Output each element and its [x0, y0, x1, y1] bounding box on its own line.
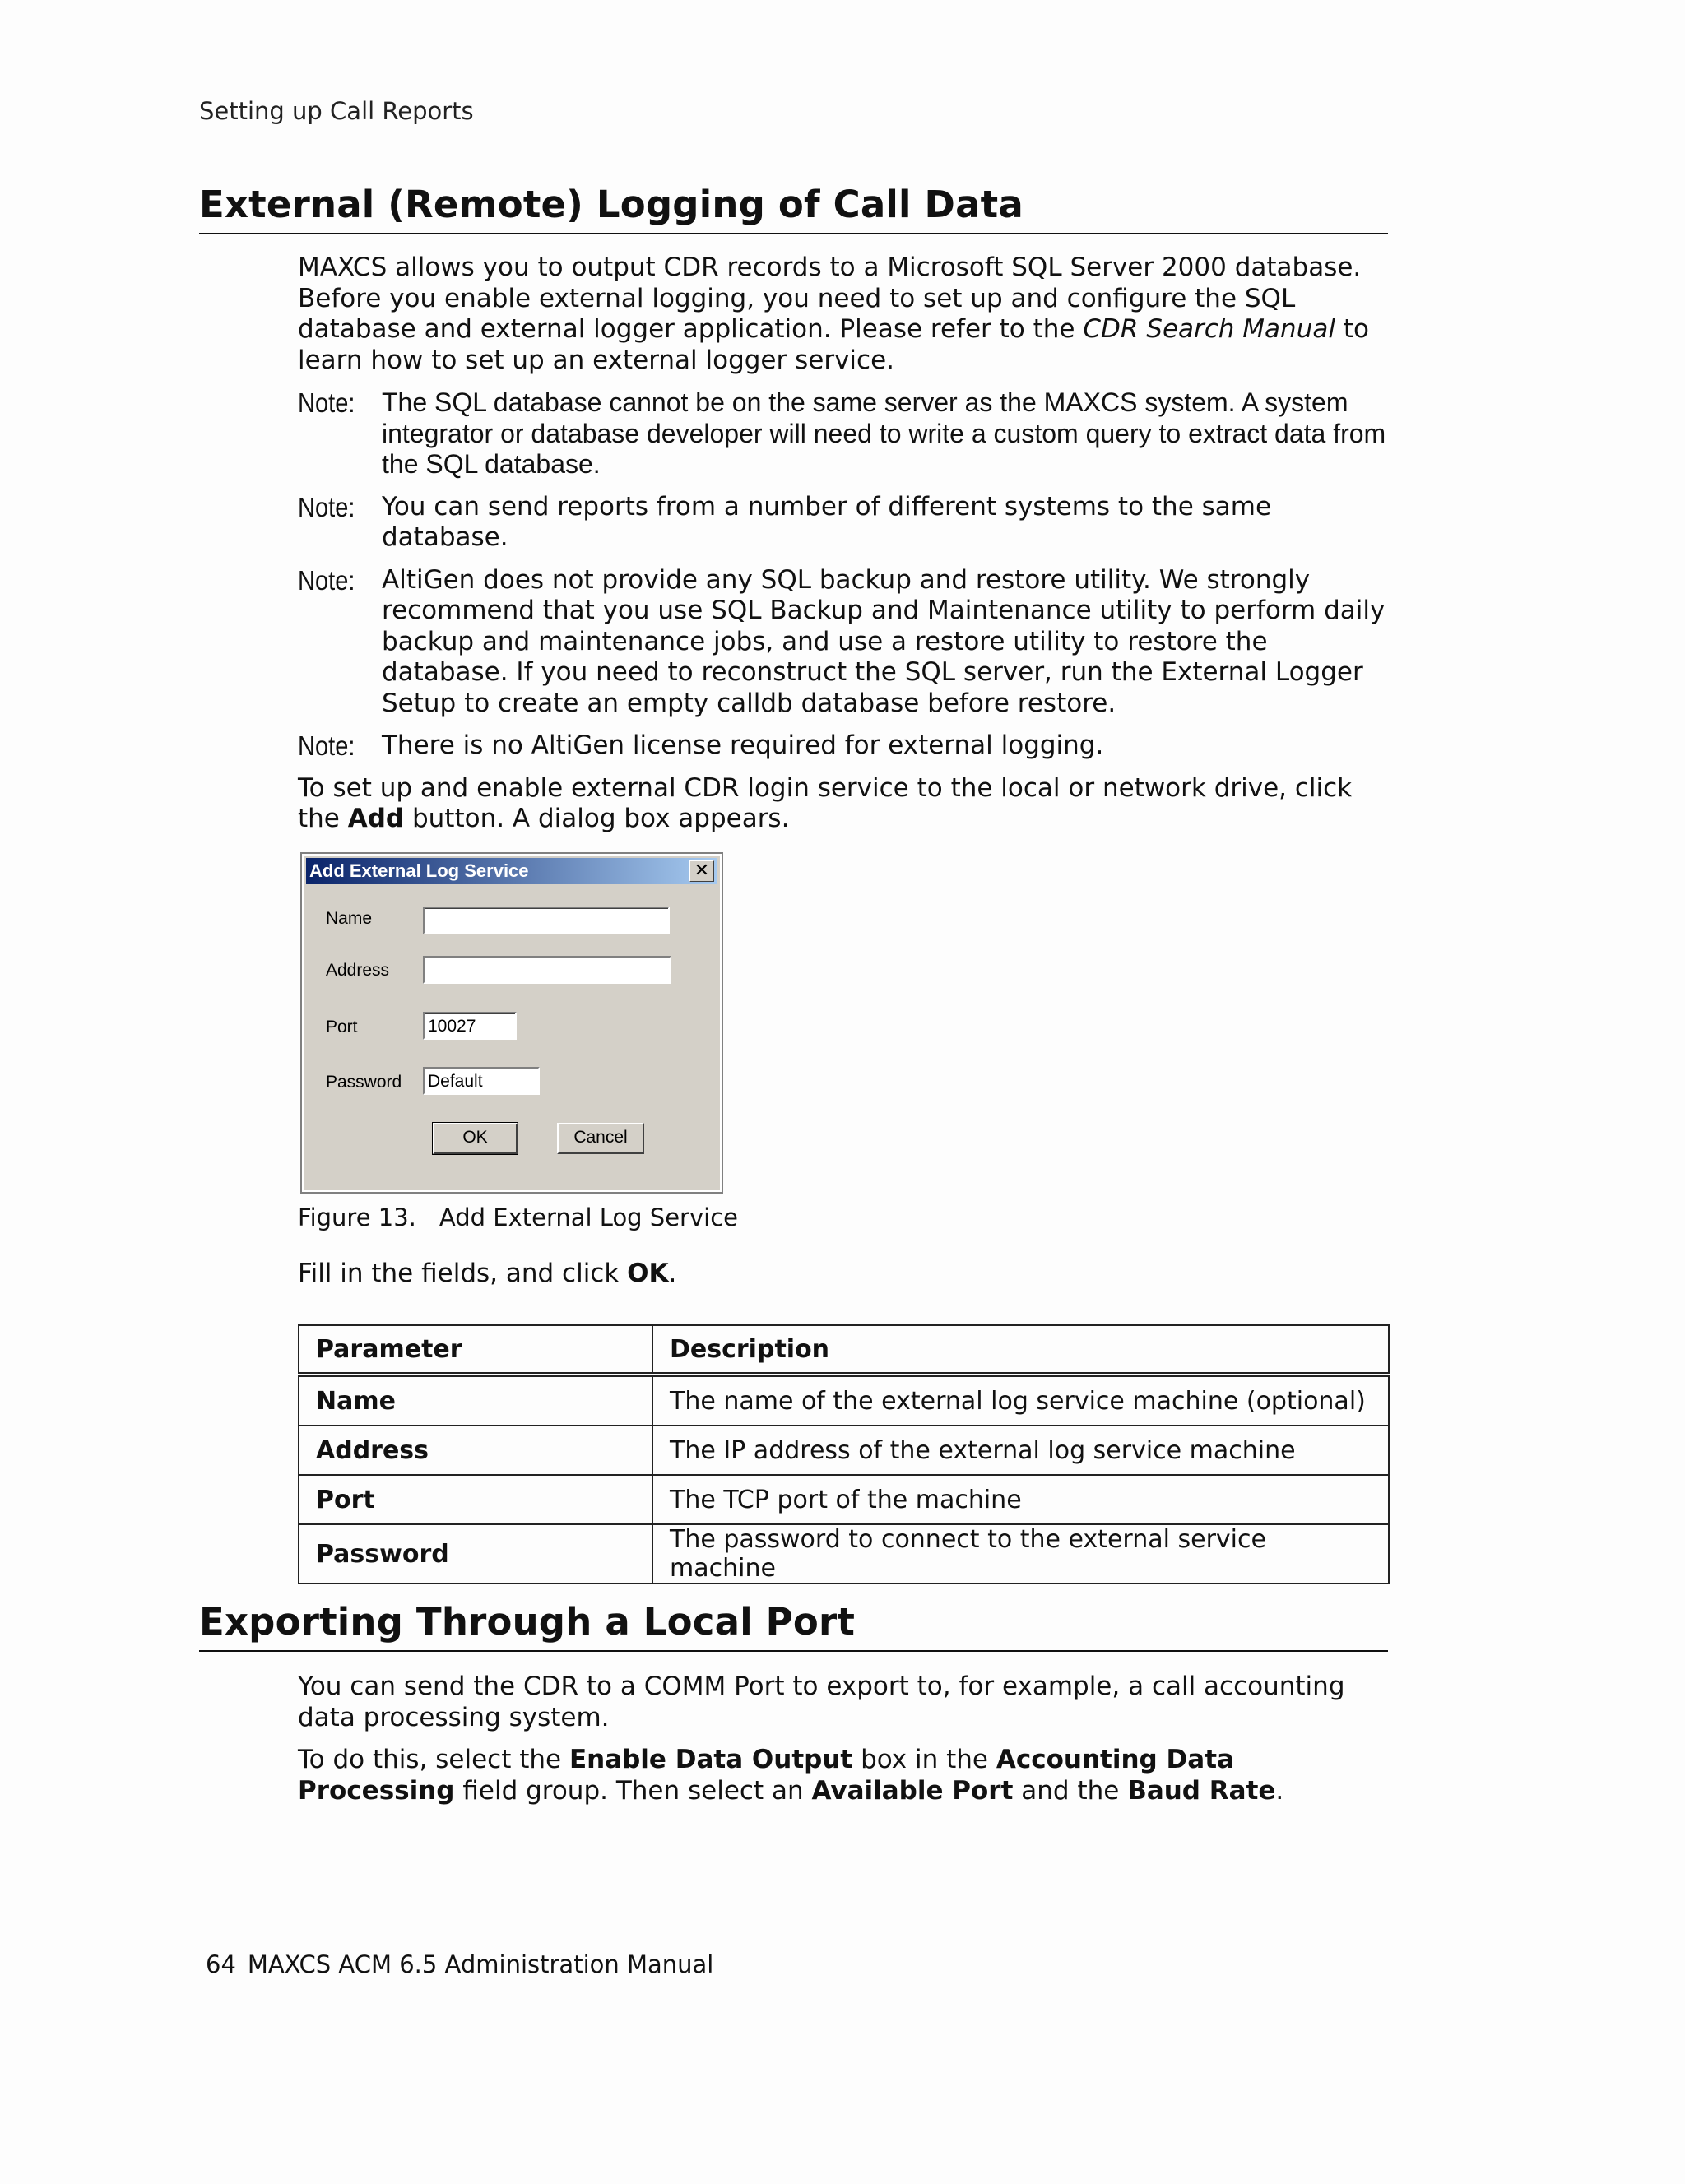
- enable-output-paragraph: To do this, select the Enable Data Output box in the Accounting Data Processing field group. Then select an Available Port and the Baud Rate.: [298, 1745, 1284, 1806]
- desc-cell: The IP address of the external log service machine: [652, 1426, 1389, 1475]
- column-header: Description: [652, 1325, 1389, 1375]
- column-header: Parameter: [299, 1325, 652, 1375]
- note: Note: The SQL database cannot be on the same server as the MAXCS system. A system integrator or database developer will need to write a custom query to extract data from the SQL database.: [298, 387, 1386, 479]
- address-label: Address: [326, 961, 390, 980]
- port-input[interactable]: 10027: [423, 1012, 517, 1040]
- desc-cell: The TCP port of the machine: [652, 1475, 1389, 1524]
- address-input[interactable]: [423, 956, 671, 984]
- password-label: Password: [326, 1073, 402, 1092]
- section-external-logging: [199, 183, 1388, 835]
- section-title: External (Remote) Logging of Call Data: [199, 183, 1388, 234]
- section-exporting-local-port: [199, 1600, 1388, 1806]
- table-row: [299, 1524, 1389, 1584]
- section-body: [298, 1672, 1396, 1806]
- intro-paragraph: MAXCS allows you to output CDR records to a Microsoft SQL Server 2000 database. Before you enable external logging, you need to set up and configure the SQL database and external logger application. Please refer to the CDR Search Manual to learn how to set up an external logger service.: [298, 253, 1369, 375]
- param-cell: Address: [299, 1426, 652, 1475]
- setup-paragraph: To set up and enable external CDR login service to the local or network drive, click the Add button. A dialog box appears.: [298, 772, 1353, 833]
- note: Note: You can send reports from a number of different systems to the same database.: [298, 491, 1272, 552]
- section-body: [298, 253, 1396, 835]
- figure-caption: [298, 1203, 738, 1231]
- cdr-search-manual-ref: CDR Search Manual: [1083, 314, 1335, 344]
- note: Note: There is no AltiGen license required for external logging.: [298, 730, 1104, 761]
- dialog-title: Add External Log Service: [309, 860, 529, 881]
- ok-button[interactable]: OK: [433, 1123, 518, 1154]
- add-external-log-service-dialog: [302, 854, 722, 1192]
- running-head: Setting up Call Reports: [199, 97, 474, 125]
- desc-cell: The password to connect to the external service machine: [652, 1524, 1389, 1584]
- table-header-row: [299, 1325, 1389, 1375]
- close-icon[interactable]: ✕: [689, 860, 714, 882]
- page-number: 64: [206, 1950, 236, 1978]
- note: Note: AltiGen does not provide any SQL backup and restore utility. We strongly recommend that you use SQL Backup and Maintenance utility to perform daily backup and maintenance jobs, and use a restore utility to restore the database. If you need to reconstruct the SQL server, run the External Logger Setup to create an empty calldb database before restore.: [298, 564, 1386, 718]
- param-cell: Name: [299, 1375, 652, 1426]
- table-row: [299, 1475, 1389, 1524]
- page-footer: [206, 1950, 713, 1978]
- desc-cell: The name of the external log service machine (optional): [652, 1375, 1389, 1426]
- section-title: Exporting Through a Local Port: [199, 1600, 1388, 1652]
- comm-port-paragraph: You can send the CDR to a COMM Port to export to, for example, a call accounting data processing system.: [298, 1672, 1345, 1732]
- table-row: [299, 1426, 1389, 1475]
- parameter-table: [298, 1324, 1390, 1584]
- manual-title: MAXCS ACM 6.5 Administration Manual: [247, 1950, 714, 1978]
- cancel-button[interactable]: Cancel: [557, 1123, 644, 1154]
- param-cell: Port: [299, 1475, 652, 1524]
- dialog-title-bar: [306, 858, 717, 884]
- param-cell: Password: [299, 1524, 652, 1584]
- password-input[interactable]: Default: [423, 1067, 540, 1095]
- port-label: Port: [326, 1018, 358, 1036]
- fill-in-instruction: Fill in the fields, and click OK.: [298, 1259, 677, 1288]
- figure-title: Add External Log Service: [439, 1203, 738, 1231]
- name-input[interactable]: [423, 907, 670, 934]
- name-label: Name: [326, 909, 373, 928]
- figure-number: Figure 13.: [298, 1203, 416, 1231]
- table-row: [299, 1375, 1389, 1426]
